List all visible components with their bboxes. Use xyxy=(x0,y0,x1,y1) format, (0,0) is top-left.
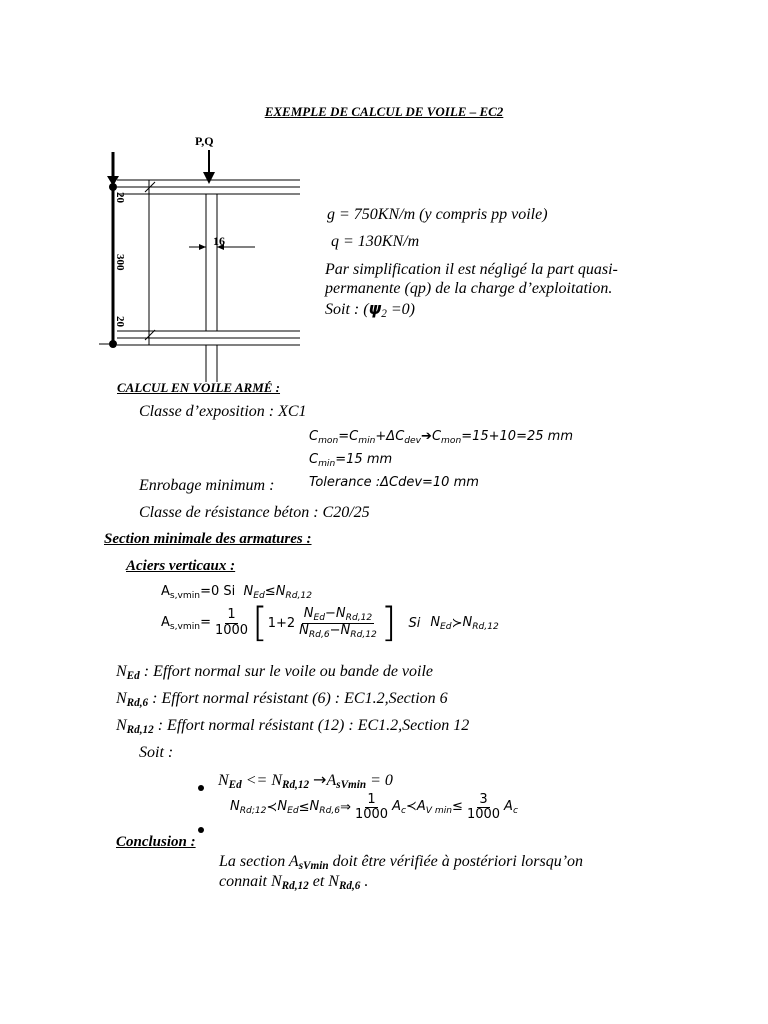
bullet-1 xyxy=(198,778,204,796)
load-label: P,Q xyxy=(195,134,214,148)
dimension-node-top xyxy=(109,183,117,191)
sub-heading-aciers: Aciers verticaux : xyxy=(126,558,236,574)
note-line-2: permanente (qp) de la charge d’exploitation. xyxy=(325,280,613,297)
formula-asvmin: $A_{s,vmin}=$ $\frac{1}{1000}$ [ 1+2 $\frac{N_{Ed}-N_{Rd,12}}{N_{Rd,6}-N_{Rd,12}}$ ] Si $N_{Ed}$ ≻ $N_{Rd,12}$ xyxy=(161,600,499,646)
soit-label: Soit : xyxy=(139,744,174,761)
section-heading-armatures: Section minimale des armatures : xyxy=(104,531,312,547)
note-line-1: Par simplification il est négligé la part quasi- xyxy=(325,261,618,278)
conclusion-heading: Conclusion : xyxy=(116,834,196,850)
formula-asvmin-zero: $A_{s,vmin}=0$ Si $N_{Ed}\le N_{Rd,12}$ xyxy=(161,584,312,601)
nrd6-definition: $N_{Rd,6}$ : Effort normal résistant (6) : EC1.2,Section 6 xyxy=(116,690,448,709)
enrobage-label: Enrobage minimum : xyxy=(139,477,275,494)
resistance-class: Classe de résistance béton : C20/25 xyxy=(139,504,370,521)
cmin-formula: $C_{mon}=C_{min}+\Delta C_{dev}➔C_{mon}=15+10=25$ mm xyxy=(309,429,573,446)
dim-mid-label: 300 xyxy=(114,254,126,271)
wall-section-figure xyxy=(95,130,315,385)
exposure-class: Classe d’exposition : XC1 xyxy=(139,403,307,420)
bullet-2 xyxy=(198,820,204,838)
conclusion-line-1: La section $A_{sVmin}$ doit être vérifiée à postériori lorsqu’on xyxy=(219,853,584,872)
nrd12-definition: $N_{Rd,12}$ : Effort normal résistant (12) : EC1.2,Section 12 xyxy=(116,717,470,736)
right-load-arrow-head xyxy=(203,172,215,184)
dim-top-label: 20 xyxy=(114,192,126,203)
page-title: EXEMPLE DE CALCUL DE VOILE – EC2 xyxy=(264,104,504,119)
load-q: q = 130KN/m xyxy=(331,233,420,250)
load-g: g = 750KN/m (y compris pp voile) xyxy=(327,206,548,223)
bullet-2-formula: $N_{Rd;12}$ ≺ $N_{Ed}$ ≤ $N_{Rd,6}$ ⇒ $\frac{1}{1000}$ $A_c≺A_{V min}\le$ $\frac{3}{1000}$ $A_c$ xyxy=(230,792,518,823)
conclusion-line-2: connait $N_{Rd,12}$ et $N_{Rd,6}$ . xyxy=(219,873,369,892)
cmin-value: $C_{min}=15$ mm xyxy=(309,452,393,469)
ned-definition: $N_{Ed}$ : Effort normal sur le voile ou bande de voile xyxy=(116,663,434,682)
section-heading-calcul: CALCUL EN VOILE ARMÉ : xyxy=(117,380,281,395)
dim-bot-label: 20 xyxy=(114,316,126,327)
dimension-node-bottom xyxy=(109,340,117,348)
dim-thickness-label: 16 xyxy=(213,234,225,248)
soit-psi-line: Soit : $(\psi_2 =0)$ xyxy=(325,299,415,320)
tolerance: Tolerance :ΔCdev=10 mm xyxy=(309,475,479,490)
bullet-1-text: $N_{Ed} <= N_{Rd,12} \to A_{sVmin} = 0$ xyxy=(218,770,393,791)
